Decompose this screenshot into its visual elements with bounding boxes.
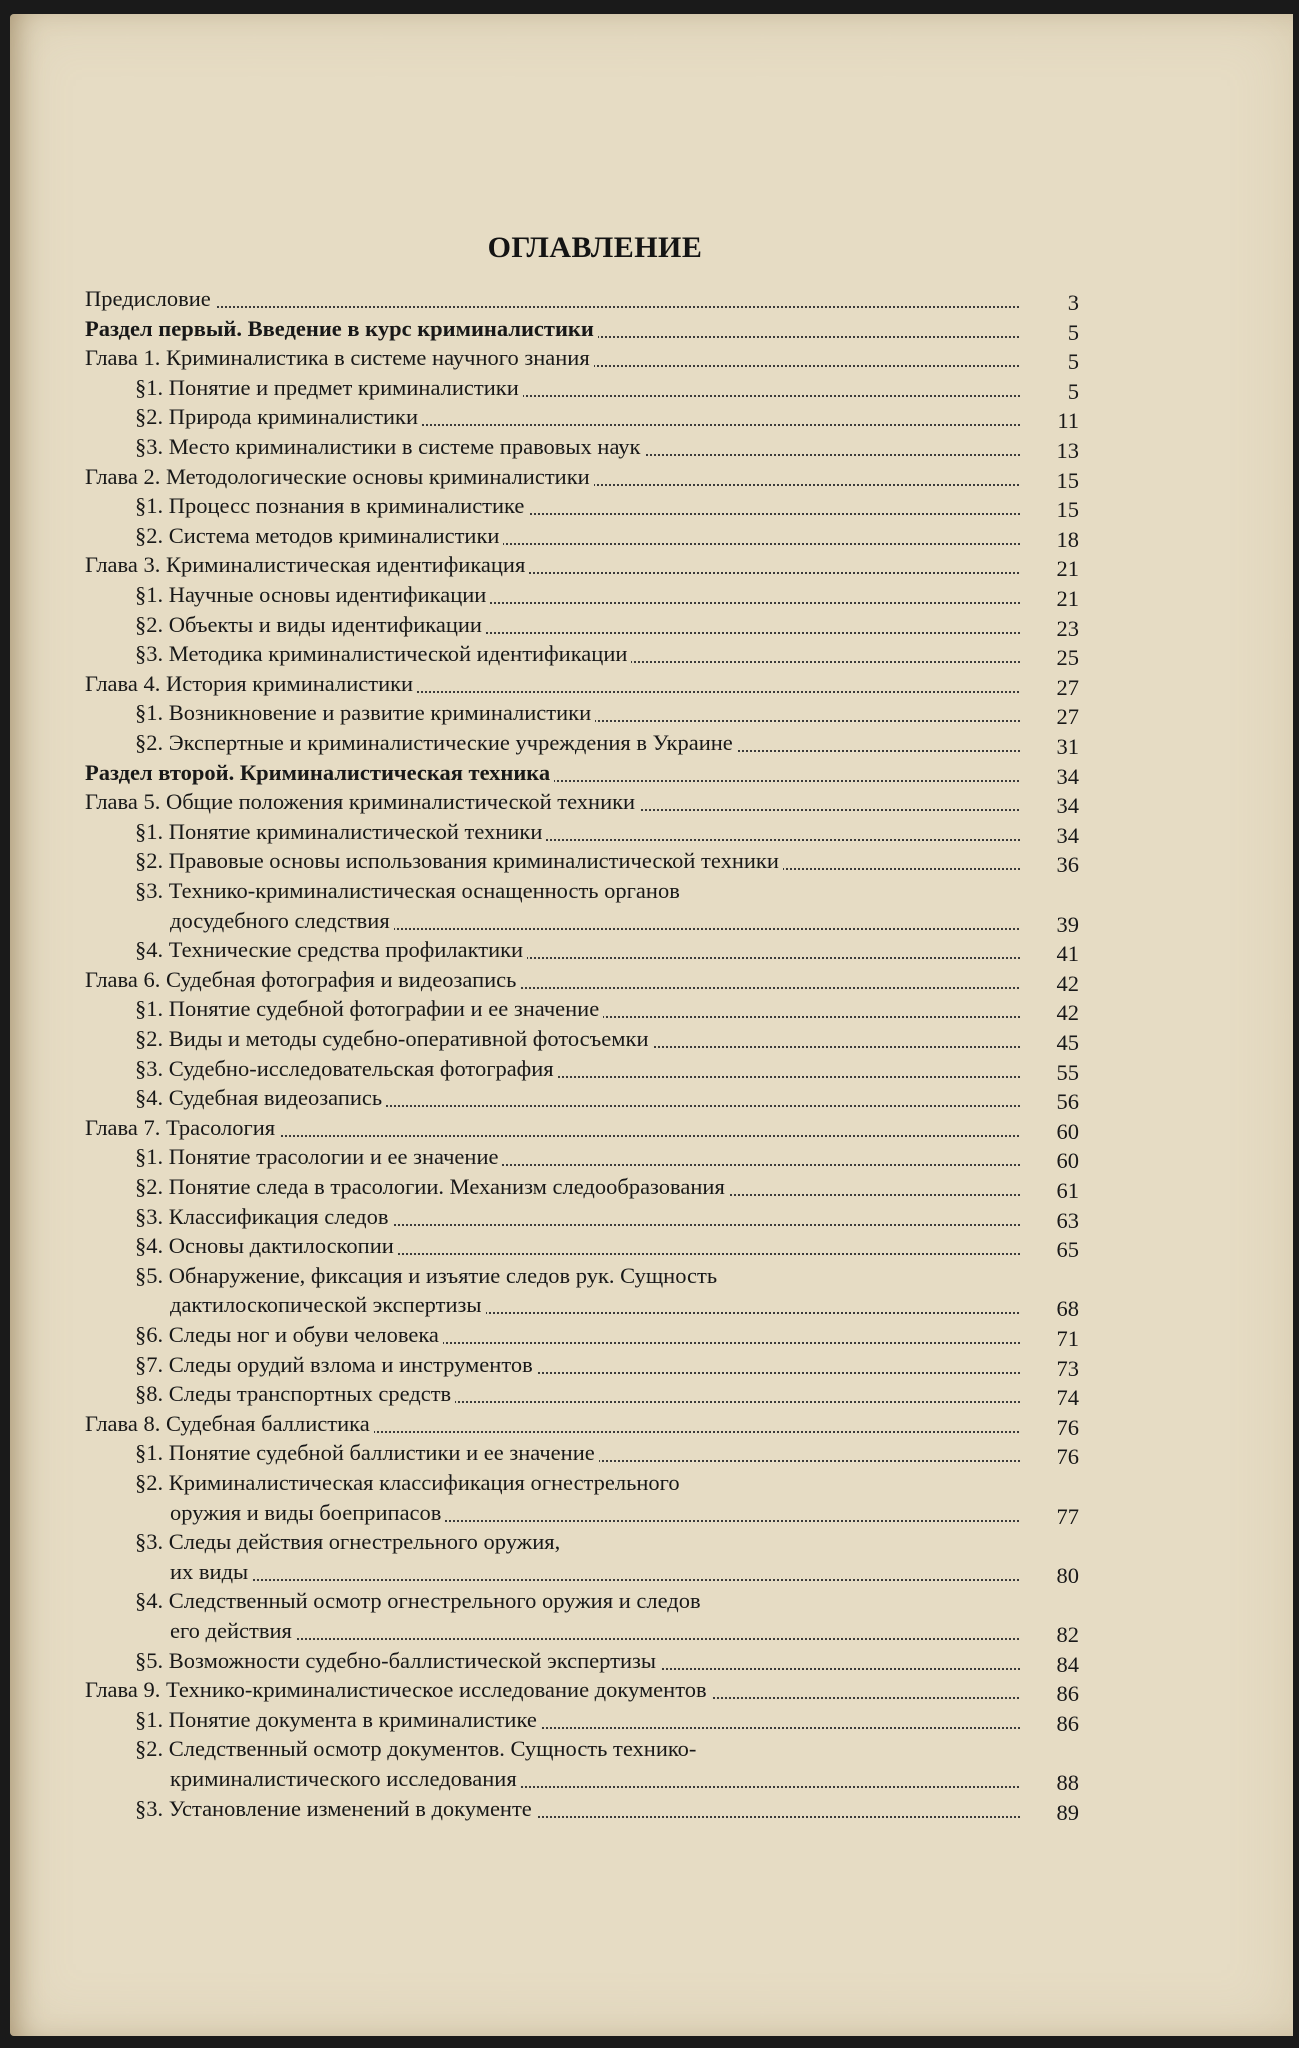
toc-entry-title: §3. Установление изменений в документе <box>135 1795 536 1823</box>
toc-entry[interactable] <box>0 1528 1299 1587</box>
toc-entry[interactable] <box>0 492 1299 522</box>
toc-entry-title: §1. Научные основы идентификации <box>135 581 490 609</box>
toc-entry-title: Глава 5. Общие положения криминалистической техники <box>85 788 639 816</box>
toc-page-number: 31 <box>1020 733 1079 761</box>
toc-entry-title: §3. Методика криминалистической идентификации <box>135 640 631 668</box>
toc-entry-title: Глава 2. Методологические основы криминалистики <box>85 463 594 491</box>
toc-page-number: 61 <box>1020 1177 1079 1205</box>
toc-entry-title: §8. Следы транспортных средств <box>135 1380 455 1408</box>
toc-entry-title: Раздел первый. Введение в курс криминалистики <box>85 315 598 343</box>
toc-entry[interactable] <box>0 1262 1299 1321</box>
toc-entry-title: §1. Понятие криминалистической техники <box>135 818 546 846</box>
toc-entry[interactable] <box>0 1084 1299 1114</box>
toc-entry[interactable] <box>0 463 1299 493</box>
toc-entry-title: Глава 1. Криминалистика в системе научного знания <box>85 344 594 372</box>
toc-entry-title: Глава 8. Судебная баллистика <box>85 1410 374 1438</box>
toc-entry[interactable] <box>0 551 1299 581</box>
toc-entry-title: §6. Следы ног и обуви человека <box>135 1321 443 1349</box>
toc-entry[interactable] <box>0 522 1299 552</box>
toc-entry-title: §7. Следы орудий взлома и инструментов <box>135 1351 537 1379</box>
toc-page-number: 13 <box>1020 437 1079 465</box>
toc-entry[interactable] <box>0 995 1299 1025</box>
toc-entry-title-continued: криминалистического исследования <box>170 1765 521 1793</box>
toc-page-number: 60 <box>1020 1147 1079 1175</box>
toc-entry-title: §2. Следственный осмотр документов. Сущность технико- <box>135 1735 700 1763</box>
toc-entry[interactable] <box>0 581 1299 611</box>
toc-entry-title: §4. Судебная видеозапись <box>135 1084 386 1112</box>
toc-page-number: 45 <box>1020 1029 1079 1057</box>
toc-page-number: 86 <box>1020 1680 1079 1708</box>
toc-entry[interactable] <box>0 1114 1299 1144</box>
toc-entry-title: §1. Понятие и предмет криминалистики <box>135 374 523 402</box>
toc-page-number: 21 <box>1020 585 1079 613</box>
toc-page-number: 5 <box>1020 348 1079 376</box>
toc-entry-title: Глава 9. Технико-криминалистическое исследование документов <box>85 1676 711 1704</box>
toc-page-number: 84 <box>1020 1651 1079 1679</box>
toc-entry-title: §3. Следы действия огнестрельного оружия, <box>135 1528 564 1556</box>
toc-entry[interactable] <box>0 374 1299 404</box>
toc-entry[interactable] <box>0 1173 1299 1203</box>
toc-entry[interactable] <box>0 1025 1299 1055</box>
toc-entry[interactable] <box>0 966 1299 996</box>
toc-entry[interactable] <box>0 611 1299 641</box>
toc-page-number: 80 <box>1020 1562 1079 1590</box>
toc-entry[interactable] <box>0 699 1299 729</box>
dot-leader <box>170 1579 1079 1581</box>
toc-page-number: 11 <box>1020 407 1079 435</box>
toc-entry[interactable] <box>0 1706 1299 1736</box>
toc-page-number: 27 <box>1020 674 1079 702</box>
toc-page-number: 88 <box>1020 1769 1079 1797</box>
toc-page-number: 42 <box>1020 999 1079 1027</box>
toc-entry[interactable] <box>0 670 1299 700</box>
toc-entry[interactable] <box>0 1647 1299 1677</box>
toc-entry[interactable] <box>0 1143 1299 1173</box>
toc-entry[interactable] <box>0 729 1299 759</box>
toc-entry[interactable] <box>0 1676 1299 1706</box>
toc-entry[interactable] <box>0 847 1299 877</box>
toc-entry[interactable] <box>0 315 1299 345</box>
toc-page-number: 5 <box>1020 378 1079 406</box>
toc-page-number: 60 <box>1020 1118 1079 1146</box>
toc-entry-title: §5. Возможности судебно-баллистической экспертизы <box>135 1647 660 1675</box>
toc-page-number: 25 <box>1020 644 1079 672</box>
toc-page-number: 68 <box>1020 1295 1079 1323</box>
dot-leader <box>170 1638 1079 1640</box>
toc-page-number: 63 <box>1020 1207 1079 1235</box>
toc-entry[interactable] <box>0 1587 1299 1646</box>
toc-page-number: 34 <box>1020 763 1079 791</box>
toc-entry-title: Предисловие <box>85 285 215 313</box>
toc-entry[interactable] <box>0 1055 1299 1085</box>
toc-entry[interactable] <box>0 1232 1299 1262</box>
toc-entry[interactable] <box>0 818 1299 848</box>
toc-page-number: 3 <box>1020 289 1079 317</box>
toc-entry-title: Глава 4. История криминалистики <box>85 670 417 698</box>
toc-entry[interactable] <box>0 877 1299 936</box>
toc-entry[interactable] <box>0 936 1299 966</box>
toc-page-number: 27 <box>1020 703 1079 731</box>
toc-entry-title: Раздел второй. Криминалистическая техника <box>85 759 554 787</box>
toc-entry-title: §4. Технические средства профилактики <box>135 936 527 964</box>
toc-entry[interactable] <box>0 640 1299 670</box>
toc-page-number: 34 <box>1020 792 1079 820</box>
toc-entry[interactable] <box>0 433 1299 463</box>
toc-entry-title-continued: его действия <box>170 1617 296 1645</box>
toc-page-number: 15 <box>1020 496 1079 524</box>
toc-page-number: 74 <box>1020 1384 1079 1412</box>
toc-page-number: 86 <box>1020 1710 1079 1738</box>
toc-page-number: 5 <box>1020 319 1079 347</box>
toc-entry-title: §2. Природа криминалистики <box>135 403 422 431</box>
toc-page-number: 89 <box>1020 1799 1079 1827</box>
toc-page-number: 41 <box>1020 940 1079 968</box>
toc-entry-title: Глава 7. Трасология <box>85 1114 279 1142</box>
toc-entry-title: §2. Экспертные и криминалистические учреждения в Украине <box>135 729 737 757</box>
toc-entry[interactable] <box>0 1203 1299 1233</box>
toc-page-number: 65 <box>1020 1236 1079 1264</box>
toc-entry-title: §2. Виды и методы судебно-оперативной фотосъемки <box>135 1025 652 1053</box>
toc-page-number: 39 <box>1020 911 1079 939</box>
toc-page-number: 21 <box>1020 555 1079 583</box>
toc-entry-title: §3. Судебно-исследовательская фотография <box>135 1055 558 1083</box>
toc-entry[interactable] <box>0 1410 1299 1440</box>
dot-leader <box>85 306 1079 308</box>
page-title: ОГЛАВЛЕНИЕ <box>487 231 703 264</box>
toc-entry[interactable] <box>0 1439 1299 1469</box>
toc-entry-title: §2. Объекты и виды идентификации <box>135 611 486 639</box>
toc-entry[interactable] <box>0 788 1299 818</box>
toc-entry-title: §1. Понятие судебной фотографии и ее значение <box>135 995 603 1023</box>
toc-entry-title: §1. Понятие документа в криминалистике <box>135 1706 541 1734</box>
toc-entry-title: §2. Криминалистическая классификация огнестрельного <box>135 1469 684 1497</box>
toc-page-number: 34 <box>1020 822 1079 850</box>
toc-entry-title: §4. Следственный осмотр огнестрельного оружия и следов <box>135 1587 705 1615</box>
toc-entry-title: §5. Обнаружение, фиксация и изъятие следов рук. Сущность <box>135 1262 721 1290</box>
toc-page-number: 55 <box>1020 1059 1079 1087</box>
toc-entry[interactable] <box>0 1351 1299 1381</box>
toc-entry[interactable] <box>0 1469 1299 1528</box>
toc-entry-title: §3. Классификация следов <box>135 1203 392 1231</box>
toc-page-number: 15 <box>1020 467 1079 495</box>
toc-entry-title: §2. Система методов криминалистики <box>135 522 503 550</box>
toc-page-number: 76 <box>1020 1443 1079 1471</box>
toc-entry[interactable] <box>0 1380 1299 1410</box>
toc-page-number: 36 <box>1020 851 1079 879</box>
toc-page-number: 82 <box>1020 1621 1079 1649</box>
toc-entry[interactable] <box>0 1321 1299 1351</box>
toc-entry-title: §2. Понятие следа в трасологии. Механизм следообразования <box>135 1173 729 1201</box>
toc-entry-title-continued: их виды <box>170 1558 252 1586</box>
toc-entry[interactable] <box>0 403 1299 433</box>
toc-entry[interactable] <box>0 759 1299 789</box>
toc-entry[interactable] <box>0 1795 1299 1825</box>
toc-entry-title: Глава 6. Судебная фотография и видеозапись <box>85 966 520 994</box>
toc-entry[interactable] <box>0 1735 1299 1794</box>
toc-page-number: 77 <box>1020 1503 1079 1531</box>
toc-page-number: 73 <box>1020 1355 1079 1383</box>
toc-entry[interactable] <box>0 344 1299 374</box>
toc-page-number: 76 <box>1020 1414 1079 1442</box>
toc-page-number: 23 <box>1020 615 1079 643</box>
toc-entry-title: §3. Технико-криминалистическая оснащенность органов <box>135 877 684 905</box>
toc-entry-title-continued: досудебного следствия <box>170 907 394 935</box>
toc-entry-title: §1. Процесс познания в криминалистике <box>135 492 528 520</box>
toc-entry-title: §1. Понятие трасологии и ее значение <box>135 1143 502 1171</box>
toc-entry-title: §3. Место криминалистики в системе правовых наук <box>135 433 644 461</box>
toc-entry-title: Глава 3. Криминалистическая идентификация <box>85 551 529 579</box>
toc-page-number: 42 <box>1020 970 1079 998</box>
toc-entry-title: §2. Правовые основы использования криминалистической техники <box>135 847 783 875</box>
toc-entry-title-continued: дактилоскопической экспертизы <box>170 1291 486 1319</box>
toc-entry-title: §1. Возникновение и развитие криминалистики <box>135 699 595 727</box>
toc-page-number: 56 <box>1020 1088 1079 1116</box>
toc-page-number: 71 <box>1020 1325 1079 1353</box>
toc-entry-title: §1. Понятие судебной баллистики и ее значение <box>135 1439 599 1467</box>
toc-entry[interactable] <box>0 285 1299 315</box>
toc-entry-title: §4. Основы дактилоскопии <box>135 1232 398 1260</box>
toc-entry-title-continued: оружия и виды боеприпасов <box>170 1499 445 1527</box>
toc-page-number: 18 <box>1020 526 1079 554</box>
